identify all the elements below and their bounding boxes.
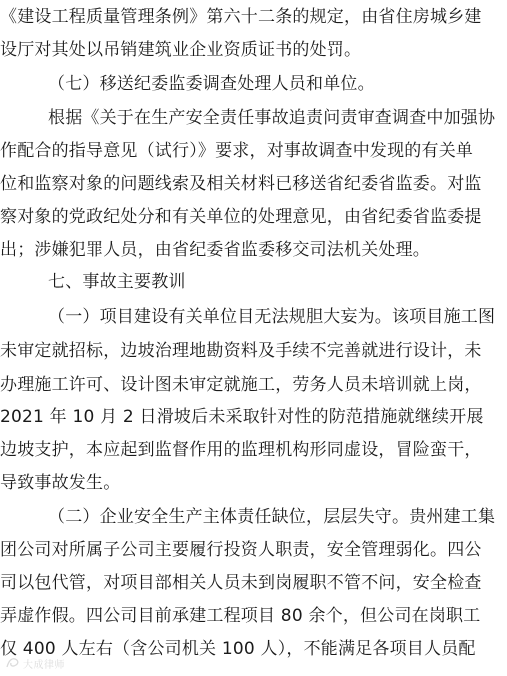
text-line: 察对象的党政纪处分和有关单位的处理意见，由省纪委省监委提 bbox=[0, 207, 482, 227]
text-line: 司以包代管，对项目部相关人员未到岗履职不管不问，安全检查 bbox=[0, 573, 482, 593]
section-heading: （七）移送纪委监委调查处理人员和单位。 bbox=[48, 74, 375, 94]
watermark bbox=[6, 655, 65, 671]
watermark-text: 大成律师 bbox=[23, 659, 65, 671]
text-line: 办理施工许可、设计图未审定就施工，劳务人员未培训就上岗， bbox=[0, 375, 482, 395]
text-line: 位和监察对象的问题线索及相关材料已移送省纪委省监委。对监 bbox=[0, 174, 482, 194]
text-line: （二）企业安全生产主体责任缺位，层层失守。贵州建工集 bbox=[48, 507, 496, 527]
text-line: 边坡支护，本应起到监督作用的监理机构形同虚设，冒险蛮干， bbox=[0, 440, 482, 460]
chapter-heading: 七、事故主要教训 bbox=[48, 272, 186, 292]
text-line: 根据《关于在生产安全责任事故追责问责审查调查中加强协 bbox=[48, 108, 496, 128]
logo-icon bbox=[6, 657, 20, 669]
text-line: 仅 400 人左右（含公司机关 100 人），不能满足各项目人员配 bbox=[0, 639, 476, 659]
text-line: 弄虚作假。四公司目前承建工程项目 80 余个，但公司在岗职工 bbox=[0, 606, 481, 626]
text-line: 出；涉嫌犯罪人员，由省纪委省监委移交司法机关处理。 bbox=[0, 240, 430, 260]
text-line: 2021 年 10 月 2 日滑坡后未采取针对性的防范措施就继续开展 bbox=[0, 407, 484, 427]
text-line: （一）项目建设有关单位目无法规胆大妄为。该项目施工图 bbox=[48, 307, 496, 327]
text-line: 导致事故发生。 bbox=[0, 473, 121, 493]
text-line: 未审定就招标，边坡治理地勘资料及手续不完善就进行设计，未 bbox=[0, 341, 482, 361]
text-line: 作配合的指导意见（试行）》要求，对事故调查中发现的有关单 bbox=[0, 141, 474, 161]
text-line: 设厅对其处以吊销建筑业企业资质证书的处罚。 bbox=[0, 40, 362, 60]
text-line: 团公司对所属子公司主要履行投资人职责，安全管理弱化。四公 bbox=[0, 540, 482, 560]
text-line: 《建设工程质量管理条例》第六十二条的规定，由省住房城乡建 bbox=[0, 7, 482, 27]
